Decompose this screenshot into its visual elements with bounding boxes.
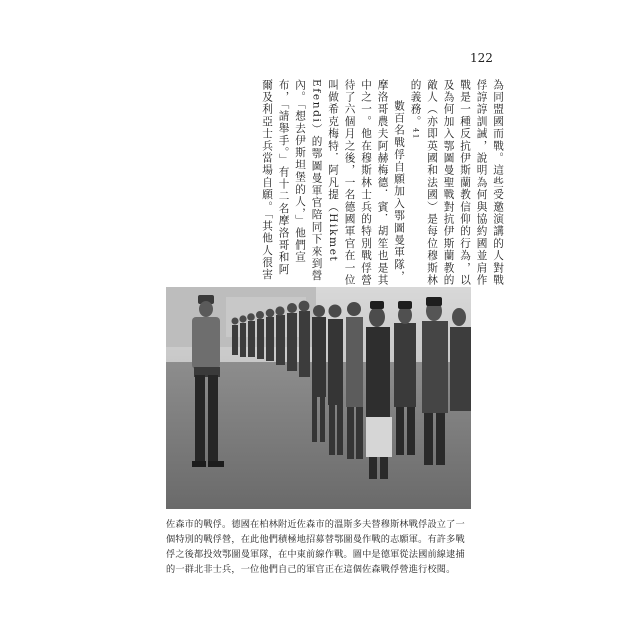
page-number: 122: [470, 51, 493, 65]
historical-photo: [166, 287, 471, 509]
body-text: [166, 79, 506, 287]
photo-image: [166, 287, 471, 509]
paragraph-1: [407, 79, 506, 287]
footnote-marker: 41: [411, 127, 420, 140]
photo-caption: 佐森市的戰俘。德國在柏林附近佐森市的溫斯多夫替穆斯林戰俘設立了一個特別的戰俘營，在此他們積極地招募替鄂圖曼作戰的志願軍。有許多戰俘之後都投效鄂圖曼軍隊，在中東前線作戰。圖中是德軍從法國前線逮捕的一群北非士兵，一位他們自己的軍官正在這個佐森戰俘營進行校閱。: [166, 519, 465, 575]
paragraph-1-text: 為同盟國而戰。這些受邀演講的人對戰俘諄諄訓誡，說明為何與協約國並肩作戰是一種反抗伊斯蘭教信仰的行為，以及為何加入鄂圖曼聖戰對抗伊斯蘭教的敵人（亦即英國和法國）是每位穆斯林的義務。: [409, 79, 504, 287]
paragraph-2: 數百名戰俘自願加入鄂圖曼軍隊，摩洛哥農夫阿赫梅德．賓．胡笙也是其中之一。他在穆斯林士兵的特別戰俘營待了六個月之後，一名德國軍官在一位叫做希克梅特．阿凡提（Hikmet Efendi）的鄂圖曼軍官陪同下來到營內。「想去伊斯坦堡的人，」他們宣布，「請舉手。」有十二名摩洛哥和阿爾及利亞士兵當場自願。「其他人很害: [261, 79, 405, 287]
